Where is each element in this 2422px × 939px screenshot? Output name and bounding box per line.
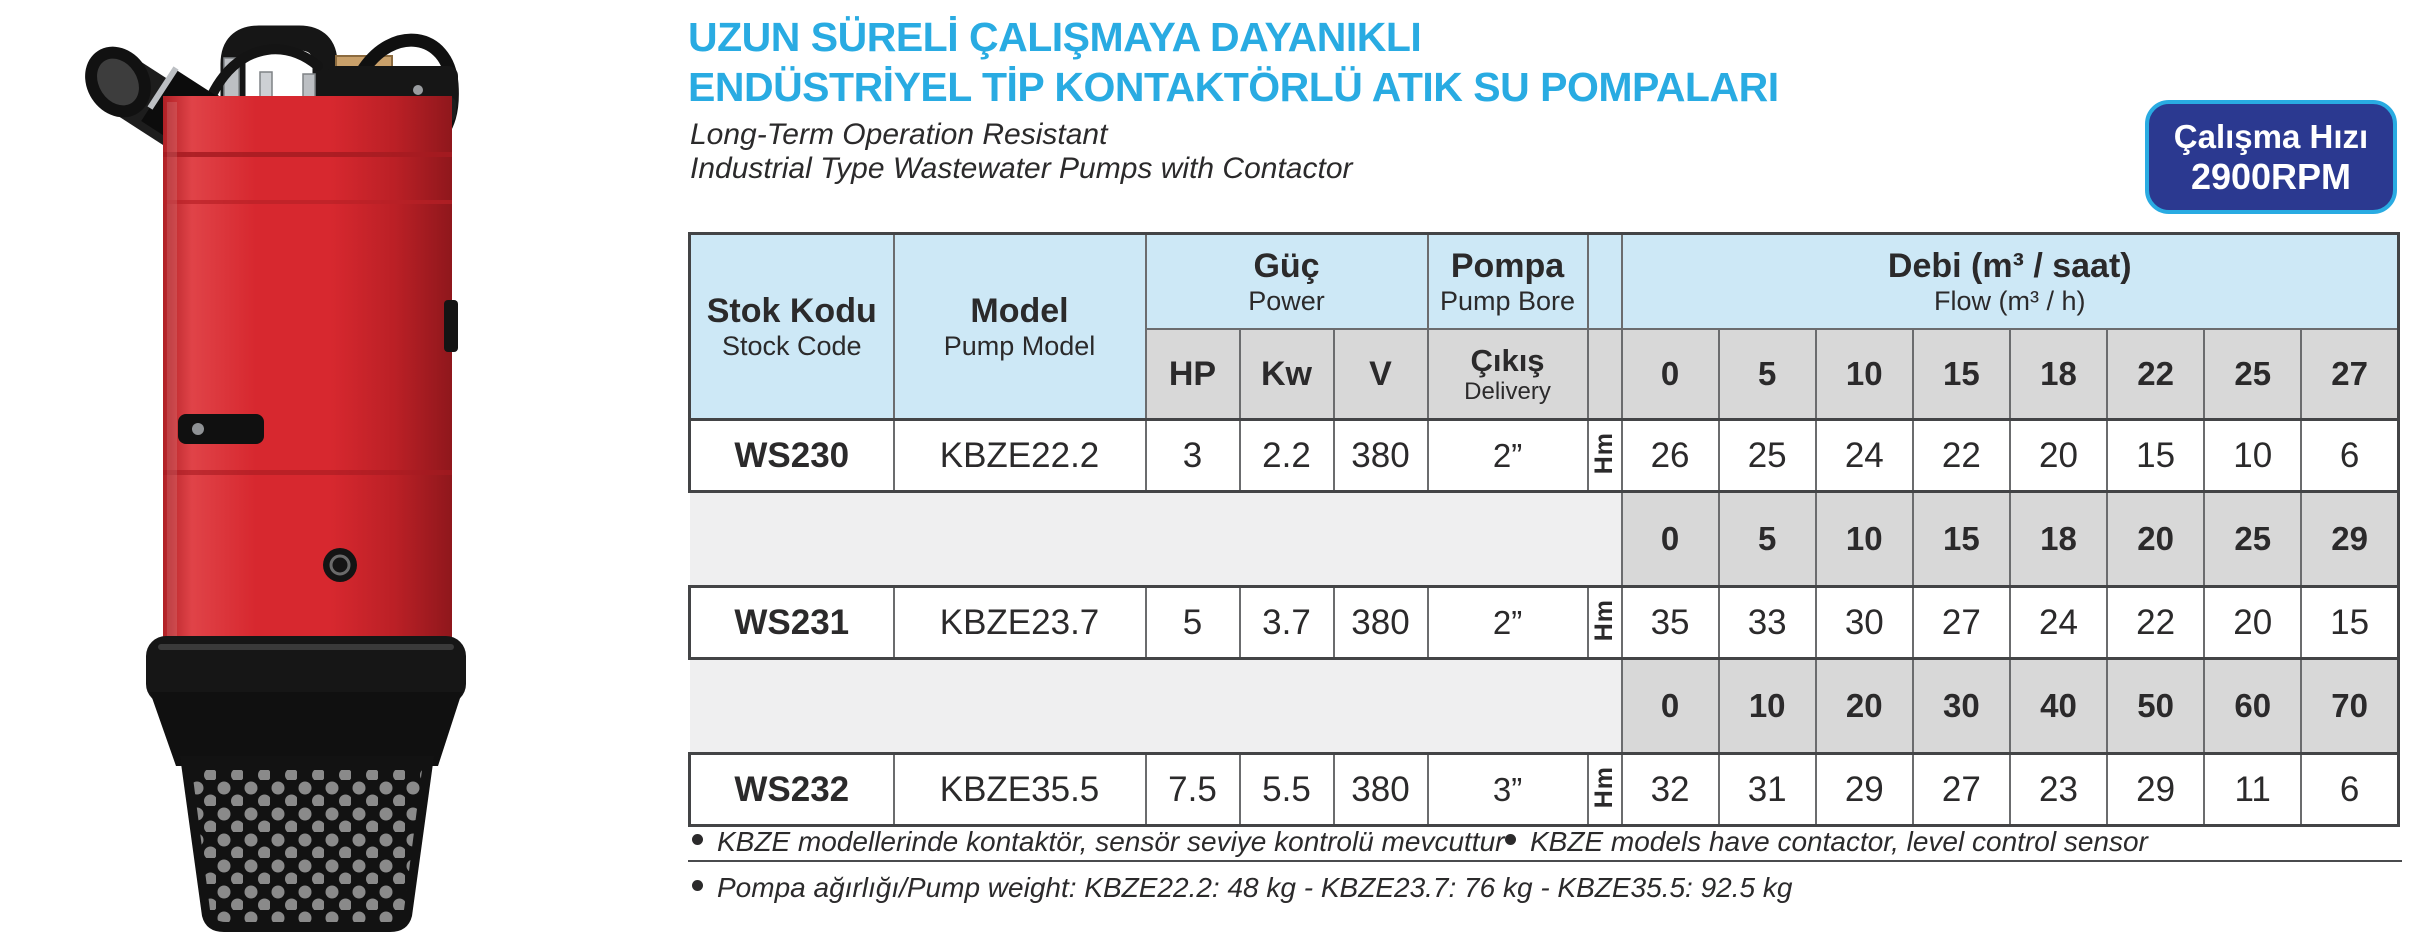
flow-header-cell: 50 [2107,659,2204,754]
delivery-cell: 2” [1428,587,1588,659]
flow-header-cell: 25 [2204,492,2301,587]
flow-header-cell: 10 [1719,659,1816,754]
flow-header-cell: 20 [2107,492,2204,587]
head-value-cell: 22 [2107,587,2204,659]
kw-cell: 5.5 [1240,754,1334,826]
col-header-hm-spacer [1588,234,1622,330]
subtitle-line-2: Industrial Type Wastewater Pumps with Contactor [690,152,1353,185]
v-cell: 380 [1334,587,1428,659]
head-value-cell: 30 [1816,587,1913,659]
bullet-icon [1505,834,1516,845]
pump-product-image [0,0,470,939]
flow-header-cell: 10 [1816,492,1913,587]
head-value-cell: 29 [2107,754,2204,826]
col-header-flow: Debi (m³ / saat) Flow (m³ / h) [1622,234,2399,330]
flow-header-cell: 22 [2107,329,2204,420]
note-contactor-en: KBZE models have contactor, level control sensor [1505,826,2148,858]
col-header-power: Güç Power [1146,234,1428,330]
col-header-delivery: Çıkış Delivery [1428,329,1588,420]
flow-header-cell: 30 [1913,659,2010,754]
flow-header-cell: 15 [1913,329,2010,420]
flow-header-cell: 0 [1622,492,1719,587]
flow-header-cell: 0 [1622,659,1719,754]
band-spacer [690,659,1622,754]
head-value-cell: 27 [1913,587,2010,659]
head-value-cell: 29 [1816,754,1913,826]
hm-label: Hm [1588,420,1622,492]
speed-badge [2145,100,2397,214]
flow-header-cell: 25 [2204,329,2301,420]
head-value-cell: 15 [2107,420,2204,492]
hp-cell: 3 [1146,420,1240,492]
head-value-cell: 23 [2010,754,2107,826]
head-value-cell: 6 [2301,420,2398,492]
stock-code-cell: WS230 [690,420,894,492]
head-value-cell: 35 [1622,587,1719,659]
hp-cell: 7.5 [1146,754,1240,826]
col-header-pump-bore: Pompa Pump Bore [1428,234,1588,330]
col-header-hp: HP [1146,329,1240,420]
subheader-hm-spacer [1588,329,1622,420]
head-value-cell: 31 [1719,754,1816,826]
head-value-cell: 24 [2010,587,2107,659]
head-value-cell: 33 [1719,587,1816,659]
head-value-cell: 20 [2010,420,2107,492]
notes-divider [688,860,2402,862]
head-value-cell: 11 [2204,754,2301,826]
hm-label: Hm [1588,754,1622,826]
head-value-cell: 25 [1719,420,1816,492]
col-header-model: Model Pump Model [894,234,1146,420]
flow-header-cell: 29 [2301,492,2398,587]
model-cell: KBZE22.2 [894,420,1146,492]
stock-code-cell: WS231 [690,587,894,659]
flow-header-cell: 18 [2010,492,2107,587]
v-cell: 380 [1334,754,1428,826]
delivery-cell: 2” [1428,420,1588,492]
flow-header-cell: 20 [1816,659,1913,754]
head-value-cell: 24 [1816,420,1913,492]
delivery-cell: 3” [1428,754,1588,826]
flow-header-cell: 10 [1816,329,1913,420]
flow-header-cell: 5 [1719,492,1816,587]
head-value-cell: 22 [1913,420,2010,492]
model-cell: KBZE23.7 [894,587,1146,659]
title-line-1: UZUN SÜRELİ ÇALIŞMAYA DAYANIKLI [688,14,1422,60]
model-cell: KBZE35.5 [894,754,1146,826]
flow-header-cell: 15 [1913,492,2010,587]
kw-cell: 2.2 [1240,420,1334,492]
col-header-stock-code: Stok Kodu Stock Code [690,234,894,420]
head-value-cell: 20 [2204,587,2301,659]
flow-header-cell: 60 [2204,659,2301,754]
col-header-v: V [1334,329,1428,420]
hp-cell: 5 [1146,587,1240,659]
note-contactor-tr: KBZE modellerinde kontaktör, sensör seviye kontrolü mevcuttur [692,826,1504,858]
head-value-cell: 32 [1622,754,1719,826]
page-title [688,12,1779,112]
flow-header-cell: 5 [1719,329,1816,420]
badge-line-2: 2900RPM [2190,156,2352,197]
col-header-kw: Kw [1240,329,1334,420]
v-cell: 380 [1334,420,1428,492]
head-value-cell: 27 [1913,754,2010,826]
head-value-cell: 10 [2204,420,2301,492]
flow-header-cell: 27 [2301,329,2398,420]
flow-header-cell: 40 [2010,659,2107,754]
flow-header-cell: 18 [2010,329,2107,420]
stock-code-cell: WS232 [690,754,894,826]
flow-header-cell: 0 [1622,329,1719,420]
kw-cell: 3.7 [1240,587,1334,659]
title-line-2: ENDÜSTRİYEL TİP KONTAKTÖRLÜ ATIK SU POMPALARI [688,64,1779,110]
pump-spec-table [688,232,2400,827]
subtitle-line-1: Long-Term Operation Resistant [690,118,1108,151]
page-subtitle-en [690,118,1353,186]
flow-header-cell: 70 [2301,659,2398,754]
band-spacer [690,492,1622,587]
note-weight: Pompa ağırlığı/Pump weight: KBZE22.2: 48 kg - KBZE23.7: 76 kg - KBZE35.5: 92.5 kg [692,872,1792,904]
bullet-icon [692,834,703,845]
head-value-cell: 26 [1622,420,1719,492]
badge-line-1: Çalışma Hızı [2173,118,2369,155]
bullet-icon [692,880,703,891]
head-value-cell: 6 [2301,754,2398,826]
head-value-cell: 15 [2301,587,2398,659]
hm-label: Hm [1588,587,1622,659]
